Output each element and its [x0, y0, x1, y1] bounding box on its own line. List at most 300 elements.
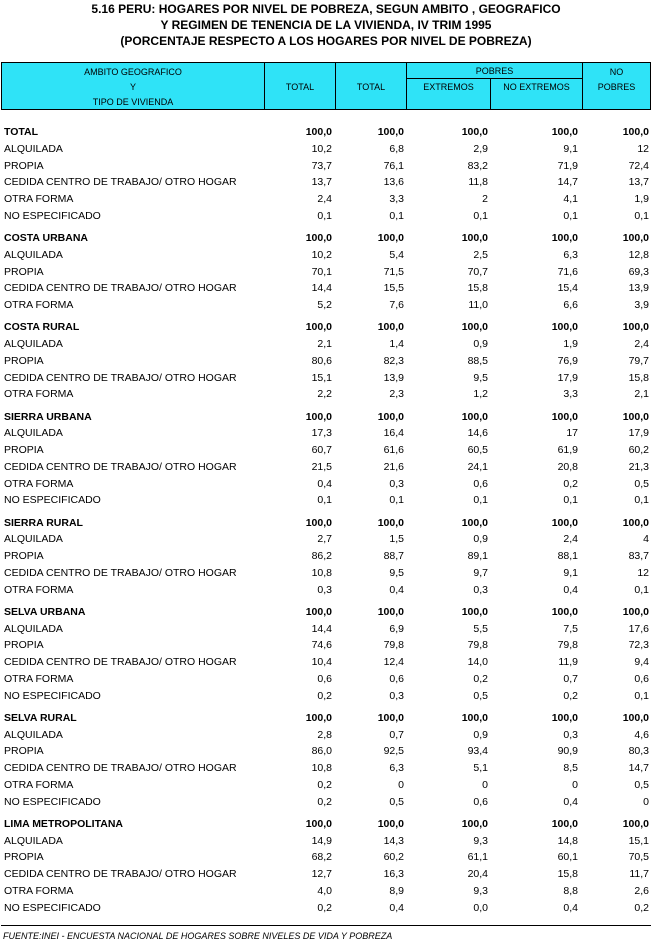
row-label: CEDIDA CENTRO DE TRABAJO/ OTRO HOGAR — [4, 371, 237, 384]
cell-value: 100,0 — [305, 711, 332, 724]
cell-value: 11,7 — [629, 868, 649, 880]
cell-value: 0,5 — [389, 795, 404, 808]
cell-value: 14,0 — [467, 656, 488, 668]
cell-value: 60,2 — [628, 444, 649, 456]
cell-value: 6,6 — [563, 299, 578, 311]
cell-value: 0,2 — [634, 901, 649, 914]
cell-value: 100,0 — [551, 232, 578, 244]
table-row — [0, 727, 652, 743]
row-label: ALQUILADA — [4, 533, 63, 546]
cell-value: 100,0 — [305, 516, 332, 529]
table-row — [0, 208, 652, 224]
header-total-b: TOTAL — [356, 82, 386, 92]
section-row — [0, 409, 652, 425]
cell-value: 4,6 — [634, 728, 649, 741]
cell-value: 100,0 — [622, 711, 649, 724]
cell-value: 100,0 — [622, 516, 649, 529]
section-row — [0, 816, 652, 832]
cell-value: 21,6 — [383, 460, 404, 473]
cell-value: 0,4 — [389, 901, 404, 914]
cell-value: 8,5 — [563, 762, 578, 774]
cell-value: 0,4 — [563, 583, 578, 596]
cell-value: 100,0 — [377, 516, 404, 529]
table-row — [0, 476, 652, 492]
cell-value: 100,0 — [622, 126, 649, 138]
cell-value: 0,3 — [389, 689, 404, 702]
cell-value: 0,1 — [317, 494, 332, 507]
row-label: NO ESPECIFICADO — [4, 209, 101, 222]
section-row — [0, 230, 652, 246]
cell-value: 0,3 — [389, 477, 404, 490]
table-row — [0, 336, 652, 352]
cell-value: 0,1 — [317, 209, 332, 222]
cell-value: 2,1 — [317, 338, 332, 350]
cell-value: 21,3 — [628, 460, 649, 473]
table-row — [0, 582, 652, 598]
cell-value: 4 — [643, 533, 649, 546]
cell-value: 4,1 — [563, 193, 578, 205]
row-label: ALQUILADA — [4, 728, 63, 741]
table-row — [0, 280, 652, 296]
cell-value: 3,3 — [389, 193, 404, 205]
cell-value: 72,4 — [628, 159, 649, 172]
cell-value: 14,7 — [628, 762, 649, 774]
cell-value: 0 — [398, 778, 404, 791]
cell-value: 100,0 — [551, 817, 578, 830]
section-row — [0, 604, 652, 620]
cell-value: 7,5 — [563, 622, 578, 635]
cell-value: 13,7 — [311, 176, 332, 189]
cell-value: 100,0 — [461, 605, 488, 618]
table-row — [0, 386, 652, 402]
row-label: NO ESPECIFICADO — [4, 689, 101, 702]
cell-value: 76,9 — [557, 354, 578, 367]
row-label: CEDIDA CENTRO DE TRABAJO/ OTRO HOGAR — [4, 282, 237, 295]
row-label: PROPIA — [4, 745, 44, 758]
cell-value: 14,8 — [557, 834, 578, 847]
cell-value: 100,0 — [305, 321, 332, 334]
cell-value: 100,0 — [305, 126, 332, 138]
cell-value: 70,1 — [311, 265, 332, 278]
row-label: CEDIDA CENTRO DE TRABAJO/ OTRO HOGAR — [4, 176, 237, 189]
row-label: NO ESPECIFICADO — [4, 795, 101, 808]
table-row — [0, 459, 652, 475]
cell-value: 9,5 — [473, 371, 488, 384]
cell-value: 100,0 — [305, 605, 332, 618]
cell-value: 0,5 — [634, 778, 649, 791]
row-label: NO ESPECIFICADO — [4, 901, 101, 914]
cell-value: 100,0 — [305, 817, 332, 830]
table-row — [0, 531, 652, 547]
cell-value: 61,1 — [467, 851, 488, 864]
row-label: PROPIA — [4, 444, 44, 456]
cell-value: 0,1 — [634, 494, 649, 507]
cell-value: 80,6 — [311, 354, 332, 367]
table-row — [0, 247, 652, 263]
cell-value: 0,1 — [563, 209, 578, 222]
cell-value: 79,8 — [383, 639, 404, 652]
cell-value: 0,1 — [634, 209, 649, 222]
cell-value: 100,0 — [551, 321, 578, 334]
cell-value: 0,2 — [317, 778, 332, 791]
title-line-1: 5.16 PERU: HOGARES POR NIVEL DE POBREZA, SEGUN AMBITO , GEOGRAFICO — [91, 2, 561, 16]
row-label: CEDIDA CENTRO DE TRABAJO/ OTRO HOGAR — [4, 460, 237, 473]
cell-value: 15,8 — [628, 371, 649, 384]
cell-value: 0,4 — [317, 477, 332, 490]
cell-value: 0,6 — [634, 672, 649, 685]
cell-value: 6,3 — [563, 248, 578, 261]
cell-value: 13,9 — [383, 371, 404, 384]
cell-value: 60,5 — [467, 444, 488, 456]
cell-value: 100,0 — [551, 711, 578, 724]
table-row — [0, 370, 652, 386]
cell-value: 100,0 — [622, 605, 649, 618]
cell-value: 15,8 — [467, 282, 488, 295]
cell-value: 3,9 — [634, 299, 649, 311]
header-no-pobres-line2: POBRES — [597, 82, 636, 92]
cell-value: 100,0 — [461, 516, 488, 529]
row-label: CEDIDA CENTRO DE TRABAJO/ OTRO HOGAR — [4, 762, 237, 774]
cell-value: 9,4 — [634, 656, 649, 668]
cell-value: 0,1 — [634, 689, 649, 702]
row-label: PROPIA — [4, 639, 44, 652]
header-no-extremos: NO EXTREMOS — [503, 82, 570, 92]
row-label: PROPIA — [4, 851, 44, 864]
cell-value: 72,3 — [628, 639, 649, 652]
cell-value: 5,1 — [473, 762, 488, 774]
cell-value: 12,8 — [628, 248, 649, 261]
cell-value: 1,2 — [473, 388, 488, 401]
cell-value: 13,7 — [628, 176, 649, 189]
cell-value: 69,3 — [628, 265, 649, 278]
header-no-pobres-line1: NO — [609, 67, 624, 77]
cell-value: 0,2 — [473, 672, 488, 685]
cell-value: 0,5 — [473, 689, 488, 702]
cell-value: 17,9 — [557, 371, 578, 384]
cell-value: 0,4 — [389, 583, 404, 596]
table-row — [0, 141, 652, 157]
table-row — [0, 174, 652, 190]
cell-value: 9,7 — [473, 566, 488, 579]
cell-value: 7,6 — [389, 299, 404, 311]
cell-value: 5,4 — [389, 248, 404, 261]
cell-value: 2,4 — [317, 193, 332, 205]
row-label: COSTA RURAL — [4, 321, 80, 334]
header-ambito-line3: TIPO DE VIVIENDA — [92, 97, 174, 107]
cell-value: 12,4 — [383, 656, 404, 668]
cell-value: 9,1 — [563, 142, 578, 155]
cell-value: 73,7 — [311, 159, 332, 172]
cell-value: 60,7 — [311, 444, 332, 456]
row-label: PROPIA — [4, 354, 44, 367]
cell-value: 0,2 — [563, 689, 578, 702]
row-label: COSTA URBANA — [4, 232, 88, 244]
cell-value: 60,1 — [557, 851, 578, 864]
cell-value: 82,3 — [383, 354, 404, 367]
table-row — [0, 158, 652, 174]
cell-value: 100,0 — [551, 605, 578, 618]
cell-value: 12 — [637, 566, 649, 579]
row-label: OTRA FORMA — [4, 477, 74, 490]
cell-value: 71,6 — [557, 265, 578, 278]
cell-value: 9,3 — [473, 834, 488, 847]
cell-value: 61,9 — [557, 444, 578, 456]
cell-value: 1,4 — [389, 338, 404, 350]
cell-value: 5,2 — [317, 299, 332, 311]
cell-value: 14,3 — [383, 834, 404, 847]
cell-value: 100,0 — [461, 321, 488, 334]
cell-value: 6,8 — [389, 142, 404, 155]
cell-value: 0,1 — [634, 583, 649, 596]
cell-value: 2,4 — [563, 533, 578, 546]
cell-value: 0,1 — [389, 209, 404, 222]
cell-value: 100,0 — [622, 232, 649, 244]
cell-value: 0 — [482, 778, 488, 791]
cell-value: 8,8 — [563, 884, 578, 897]
cell-value: 68,2 — [311, 851, 332, 864]
cell-value: 10,4 — [311, 656, 332, 668]
cell-value: 79,8 — [557, 639, 578, 652]
row-label: NO ESPECIFICADO — [4, 494, 101, 507]
cell-value: 2,1 — [634, 388, 649, 401]
cell-value: 90,9 — [557, 745, 578, 758]
cell-value: 71,5 — [383, 265, 404, 278]
cell-value: 15,4 — [557, 282, 578, 295]
row-label: SELVA URBANA — [4, 605, 86, 618]
cell-value: 0,2 — [317, 795, 332, 808]
cell-value: 89,1 — [467, 550, 488, 562]
cell-value: 2,8 — [317, 728, 332, 741]
cell-value: 17,6 — [628, 622, 649, 635]
cell-value: 11,9 — [558, 656, 578, 668]
row-label: CEDIDA CENTRO DE TRABAJO/ OTRO HOGAR — [4, 656, 237, 668]
cell-value: 2,2 — [317, 388, 332, 401]
row-label: ALQUILADA — [4, 622, 63, 635]
cell-value: 11,0 — [468, 299, 488, 311]
row-label: TOTAL — [4, 126, 39, 138]
row-label: ALQUILADA — [4, 248, 63, 261]
cell-value: 15,1 — [311, 371, 332, 384]
cell-value: 79,8 — [467, 639, 488, 652]
row-label: LIMA METROPOLITANA — [4, 817, 123, 830]
cell-value: 0,1 — [389, 494, 404, 507]
row-label: OTRA FORMA — [4, 193, 74, 205]
cell-value: 2,3 — [389, 388, 404, 401]
table-row — [0, 565, 652, 581]
cell-value: 9,1 — [563, 566, 578, 579]
row-label: ALQUILADA — [4, 834, 63, 847]
cell-value: 10,2 — [311, 142, 332, 155]
cell-value: 14,6 — [467, 427, 488, 440]
cell-value: 2,7 — [317, 533, 332, 546]
table-row — [0, 191, 652, 207]
section-row — [0, 319, 652, 335]
cell-value: 100,0 — [305, 410, 332, 423]
cell-value: 0,2 — [317, 689, 332, 702]
table-row — [0, 794, 652, 810]
cell-value: 0,2 — [317, 901, 332, 914]
cell-value: 2,9 — [473, 142, 488, 155]
table-bottom-rule — [1, 925, 651, 926]
row-label: SELVA RURAL — [4, 711, 77, 724]
cell-value: 21,5 — [311, 460, 332, 473]
cell-value: 2,4 — [634, 338, 649, 350]
cell-value: 11,8 — [468, 176, 488, 189]
row-label: PROPIA — [4, 159, 44, 172]
header-extremos: EXTREMOS — [423, 82, 474, 92]
table-row — [0, 883, 652, 899]
header-total-a: TOTAL — [285, 82, 315, 92]
cell-value: 88,7 — [383, 550, 404, 562]
cell-value: 17,3 — [311, 427, 332, 440]
cell-value: 100,0 — [622, 817, 649, 830]
cell-value: 70,5 — [628, 851, 649, 864]
row-label: OTRA FORMA — [4, 672, 74, 685]
row-label: ALQUILADA — [4, 427, 63, 440]
cell-value: 9,5 — [389, 566, 404, 579]
cell-value: 17 — [566, 427, 578, 440]
cell-value: 76,1 — [383, 159, 404, 172]
cell-value: 2,5 — [473, 248, 488, 261]
cell-value: 6,9 — [389, 622, 404, 635]
cell-value: 0,9 — [473, 338, 488, 350]
cell-value: 14,4 — [311, 282, 332, 295]
table-row — [0, 866, 652, 882]
cell-value: 86,2 — [311, 550, 332, 562]
cell-value: 10,8 — [311, 762, 332, 774]
cell-value: 100,0 — [551, 410, 578, 423]
cell-value: 100,0 — [377, 410, 404, 423]
cell-value: 0 — [572, 778, 578, 791]
header-pobres: POBRES — [475, 66, 514, 76]
row-label: OTRA FORMA — [4, 884, 74, 897]
cell-value: 100,0 — [622, 410, 649, 423]
cell-value: 0,5 — [634, 477, 649, 490]
cell-value: 13,9 — [628, 282, 649, 295]
cell-value: 3,3 — [563, 388, 578, 401]
cell-value: 0,1 — [563, 494, 578, 507]
cell-value: 83,7 — [628, 550, 649, 562]
cell-value: 100,0 — [461, 232, 488, 244]
cell-value: 12 — [637, 142, 649, 155]
cell-value: 0,7 — [389, 728, 404, 741]
cell-value: 74,6 — [311, 639, 332, 652]
cell-value: 24,1 — [467, 460, 488, 473]
header-ambito-line1: AMBITO GEOGRAFICO — [84, 67, 182, 77]
cell-value: 71,9 — [557, 159, 578, 172]
cell-value: 100,0 — [461, 410, 488, 423]
title-line-2: Y REGIMEN DE TENENCIA DE LA VIVIENDA, IV TRIM 1995 — [160, 18, 492, 32]
table-row — [0, 548, 652, 564]
table-row — [0, 264, 652, 280]
cell-value: 100,0 — [377, 605, 404, 618]
cell-value: 2 — [482, 193, 488, 205]
cell-value: 1,9 — [563, 338, 578, 350]
cell-value: 60,2 — [383, 851, 404, 864]
cell-value: 100,0 — [377, 126, 404, 138]
cell-value: 16,3 — [383, 868, 404, 880]
cell-value: 86,0 — [311, 745, 332, 758]
cell-value: 0,3 — [317, 583, 332, 596]
table-row — [0, 297, 652, 313]
cell-value: 92,5 — [383, 745, 404, 758]
row-label: PROPIA — [4, 550, 44, 562]
cell-value: 4,0 — [317, 884, 332, 897]
table-row — [0, 621, 652, 637]
cell-value: 13,6 — [383, 176, 404, 189]
table-row — [0, 743, 652, 759]
cell-value: 1,9 — [634, 193, 649, 205]
cell-value: 1,5 — [389, 533, 404, 546]
cell-value: 0,4 — [563, 901, 578, 914]
cell-value: 0,3 — [563, 728, 578, 741]
row-label: OTRA FORMA — [4, 388, 74, 401]
table-row — [0, 688, 652, 704]
cell-value: 100,0 — [551, 516, 578, 529]
table-row — [0, 442, 652, 458]
cell-value: 14,7 — [557, 176, 578, 189]
cell-value: 12,7 — [311, 868, 332, 880]
table-row — [0, 353, 652, 369]
cell-value: 17,9 — [628, 427, 649, 440]
row-label: ALQUILADA — [4, 338, 63, 350]
cell-value: 100,0 — [461, 126, 488, 138]
cell-value: 2,6 — [634, 884, 649, 897]
row-label: CEDIDA CENTRO DE TRABAJO/ OTRO HOGAR — [4, 566, 237, 579]
cell-value: 100,0 — [461, 711, 488, 724]
cell-value: 15,8 — [557, 868, 578, 880]
cell-value: 80,3 — [628, 745, 649, 758]
cell-value: 20,8 — [557, 460, 578, 473]
cell-value: 83,2 — [467, 159, 488, 172]
table-row — [0, 900, 652, 916]
cell-value: 100,0 — [377, 817, 404, 830]
cell-value: 0,6 — [473, 795, 488, 808]
cell-value: 9,3 — [473, 884, 488, 897]
table-row — [0, 671, 652, 687]
cell-value: 0,1 — [473, 494, 488, 507]
cell-value: 0,6 — [389, 672, 404, 685]
row-label: OTRA FORMA — [4, 583, 74, 596]
cell-value: 70,7 — [467, 265, 488, 278]
cell-value: 100,0 — [461, 817, 488, 830]
table-row — [0, 849, 652, 865]
cell-value: 0,7 — [563, 672, 578, 685]
cell-value: 0,6 — [317, 672, 332, 685]
cell-value: 14,4 — [311, 622, 332, 635]
section-row — [0, 710, 652, 726]
cell-value: 15,5 — [383, 282, 404, 295]
cell-value: 8,9 — [389, 884, 404, 897]
header-ambito-line2: Y — [129, 82, 136, 92]
cell-value: 0,9 — [473, 728, 488, 741]
row-label: SIERRA RURAL — [4, 516, 83, 529]
source-footnote: FUENTE:INEI - ENCUESTA NACIONAL DE HOGARES SOBRE NIVELES DE VIDA Y POBREZA — [3, 931, 393, 941]
table-header — [1, 62, 651, 110]
cell-value: 0,2 — [563, 477, 578, 490]
cell-value: 61,6 — [383, 444, 404, 456]
cell-value: 20,4 — [467, 868, 488, 880]
table-row — [0, 777, 652, 793]
cell-value: 10,8 — [311, 566, 332, 579]
row-label: ALQUILADA — [4, 142, 63, 155]
cell-value: 10,2 — [311, 248, 332, 261]
cell-value: 16,4 — [383, 427, 404, 440]
cell-value: 100,0 — [551, 126, 578, 138]
cell-value: 79,7 — [628, 354, 649, 367]
cell-value: 15,1 — [628, 834, 649, 847]
cell-value: 100,0 — [305, 232, 332, 244]
